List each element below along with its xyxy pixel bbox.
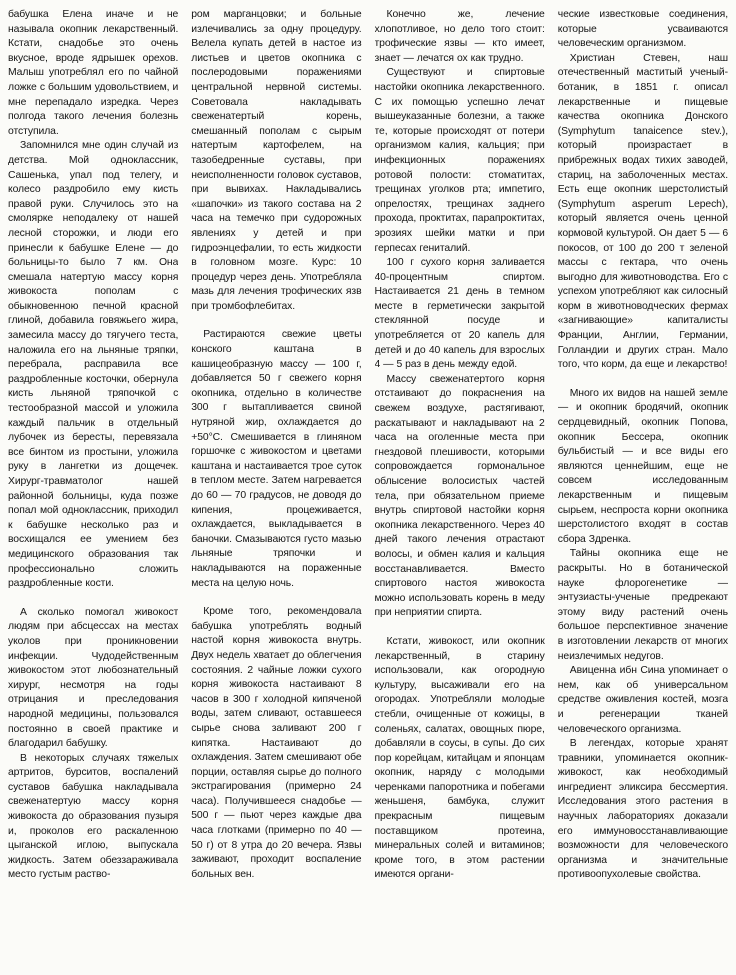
columns-grid bbox=[8, 8, 728, 969]
paragraph: Много их видов на нашей земле — и окопник бродячий, окопник сердцевидный, окопник Попова, окопник Бессера, окопник бульбистый — и все виды его являются ценнейшим, еще не совсем исследованным лекарственным и пищевым сырьем, неспроста корни окопника шерстолистого входят в состав сбора Здренка. bbox=[557, 387, 728, 545]
paragraph: бабушка Елена иначе и не называла окопник лекарственный. Кстати, снадобье это очень вкусное, вроде ядрышек орехов. Малыш употреблял его по чайной ложке с большим удовольствием, и мне перепадало изредка. Через полгода такого лечения болезнь отступила. bbox=[8, 9, 179, 137]
paragraph: Авиценна ибн Сина упоминает о нем, как об универсальном средстве оживления костей, мозга и регенерации тканей человеческого организма. bbox=[557, 665, 728, 735]
paragraph: Существуют и спиртовые настойки окопника лекарственного. С их помощью успешно лечат вышеуказанные болезни, а также те, которые происходят от потери организмом калия, кальция; при инфекционных поражениях ротовой полости: стоматитах, трещинах уголков рта; импетиго, опрелостях, трещинах заднего прохода, проктитах, парапроктитах, эрозиях шейки матки и при герпесах гениталий. bbox=[374, 67, 545, 254]
paragraph: 100 г сухого корня заливается 40-процентным спиртом. Настаивается 21 день в темном месте в герметически закрытой стеклянной посуде и употребляется от 20 капель для детей и до 40 капель для взрослых 4 — 5 раз в день между едой. bbox=[374, 257, 545, 371]
paragraph: Кроме того, рекомендовала бабушка употреблять водный настой корня живокоста внутрь. Двух недель хватает до облегчения состояния. 2 чайные ложки сухого корня живокоста настаивают 8 часов в 300 г холодной кипяченой воды, затем сливают, оставшееся сырье снова заливают 200 г кипятка. Настаивают до охлаждения. Затем смешивают обе порции, оставляя сырье до полного экстрагирования (примерно 24 часа). Получившееся снадобье — 500 г — пьют через каждые два часа глотками (примерно по 40 — 50 г) от 8 утра до 20 вечера. Язвы заживают, проходит воспаление больных вен. bbox=[191, 606, 362, 880]
paragraph: Тайны окопника еще не раскрыты. Но в ботанической науке флорогенетике — энтузиасты-ученые предрекают этому виду растений очень большое перспективное значение в изготовлении лекарств от многих неизлечимых недугов. bbox=[557, 548, 728, 662]
paragraph: Конечно же, лечение хлопотливое, но дело того стоит: трофические язвы — кто имеет, знает — лечатся ох как трудно. bbox=[374, 9, 545, 64]
paragraph: Массу свеженатертого корня отстаивают до покраснения на свежем воздухе, растягивают, раскатывают и накладывают на 2 часа на оголенные места при гнездовой плешивости, которыми сопровождается гормональное облысение волосистых частей тела, при обязательном приеме внутрь спиртовой настойки корня окопника лекарственного. Через 40 дней такого лечения отрастают волосы, и обмен калия и кальция восстанавливается. Вместо спиртового настоя живокоста можно использовать корень в меду при неприятии спирта. bbox=[374, 373, 545, 619]
text-column-2 bbox=[191, 8, 361, 969]
paragraph: ром марганцовки; и больные излечивались за одну процедуру. Велела купать детей в настое из листьев и цветов окопника с послеродовыми поражениями центральной нервной системы. Советовала накладывать свеженатертый корень, смешанный пополам с сырым натертым картофелем, на тазобедренные суставы, при неисполненности головок суставов, при вывихах. Накладывались «шапочки» из такого состава на 2 часа на темечко при судорожных явлениях у детей и при гидроэнцефалии, то есть жидкости в головном мозге. Курс: 10 процедур через день. Употребляла мазь для лечения трофических язв при тромбофлебитах. bbox=[191, 9, 362, 312]
text-column-3 bbox=[375, 8, 545, 969]
text-column-1 bbox=[8, 8, 178, 969]
text-column-4 bbox=[558, 8, 728, 969]
paragraph: Запомнился мне один случай из детства. Мой одноклассник, Сашенька, упал под телегу, и колесо раздробило ему кисть правой руки. Случилось это на смолярке неподалеку от нашей лесной сторожки, и люди его принесли к бабушке Елене — до больницы-то было 7 км. Она смешала натертую массу корня живокоста пополам с обыкновенною печной красной глиной, добавила говяжьего жира, замесила массу до тягучего теста, наложила его на льняные тряпки, перебрала, расправила все раздробленные косточки, обернула кисть льняной тряпочкой с тестообразной массой и уложила каждый пальчик в отдельный лубочек из бересты, перевязала все бинтом из простыни, уложила руку в лангетки из дощечек. Хирург-травматолог нашей районной больницы, куда позже попал мой одноклассник, приходил к бабушке несколько раз и восхищался ее умением без медицинского образования так профессионально сложить раздробленные кости. bbox=[8, 140, 179, 590]
paragraph: Христиан Стевен, наш отечественный маститый ученый-ботаник, в 1851 г. описал лекарственные и пищевые качества окопника Донского (Symphytum tanaicence stev.), который произрастает в прибрежных водах тихих заводей, стариц, на заболоченных местах. Есть еще окопник шерстолистый (Symphytum asperum Lepech), который является очень ценной кормовой культурой. Он дает 5 — 6 покосов, от 100 до 200 т зеленой массы с гектара, что очень выгодно для животноводства. Его с успехом употребляют как силосный корм в животноводческих фермах «загнивающие» капиталисты Франции, Англии, Германии, Голландии и других стран. Мало того, что корм, да еще и лекарство! bbox=[557, 52, 728, 371]
paragraph: Растираются свежие цветы конского каштана в кашицеобразную массу — 100 г, добавляется 50 г свежего корня окопника, отдельно в количестве 300 г вытапливается свиной нутряной жир, охлаждается до +50°С. Смешивается в глиняном горшочке с живокостом и цветами каштана и настаивается трое суток в теплом месте. Затем нагревается до 60 — 70 градусов, не доводя до кипения, процеживается, охлаждается, выкладывается в баночки. Смазываются густо мазью льняные тряпочки и накладываются на пораженные места на целую ночь. bbox=[191, 329, 362, 589]
paragraph: В некоторых случаях тяжелых артритов, бурситов, воспалений суставов бабушка накладывала свеженатертую массу корня живокоста до образования пузыря и, проколов его раскаленною цыганской иглою, выпускала жидкость. Затем обеззараживала место густым раство- bbox=[8, 752, 179, 881]
paragraph: А сколько помогал живокост людям при абсцессах на местах уколов при проникновении инфекции. Чудодейственным живокостом этот любознательный хирург, несмотря на годы отрицания и преследования народной медицины, пользовался постоянно в своей практике и благодарил бабушку. bbox=[8, 606, 179, 750]
paragraph: Кстати, живокост, или окопник лекарственный, в старину использовали, как огородную культуру, высаживали его на огородах. Употребляли молодые стебли, очищенные от кожицы, в соленьях, салатах, овощных пюре, добавляли в соусы, в супы. До сих пор корейцам, китайцам и японцам окопник, наряду с молодыми черенками папоротника и побегами женьшеня, бамбука, служит прекрасным пищевым поставщиком протеина, минеральных солей и витаминов; кроме того, в этом растении имеются органи- bbox=[374, 635, 545, 881]
paragraph: В легендах, которые хранят травники, упоминается окопник-живокост, как необходимый ингредиент эликсира бессмертия. Исследования этого растения в научных лабораториях доказали его иммуновосстанавливающие возможности для человеческого организма и значительные противоопухолевые свойства. bbox=[557, 738, 728, 881]
paragraph: ческие известковые соединения, которые усваиваются человеческим организмом. bbox=[557, 9, 728, 50]
